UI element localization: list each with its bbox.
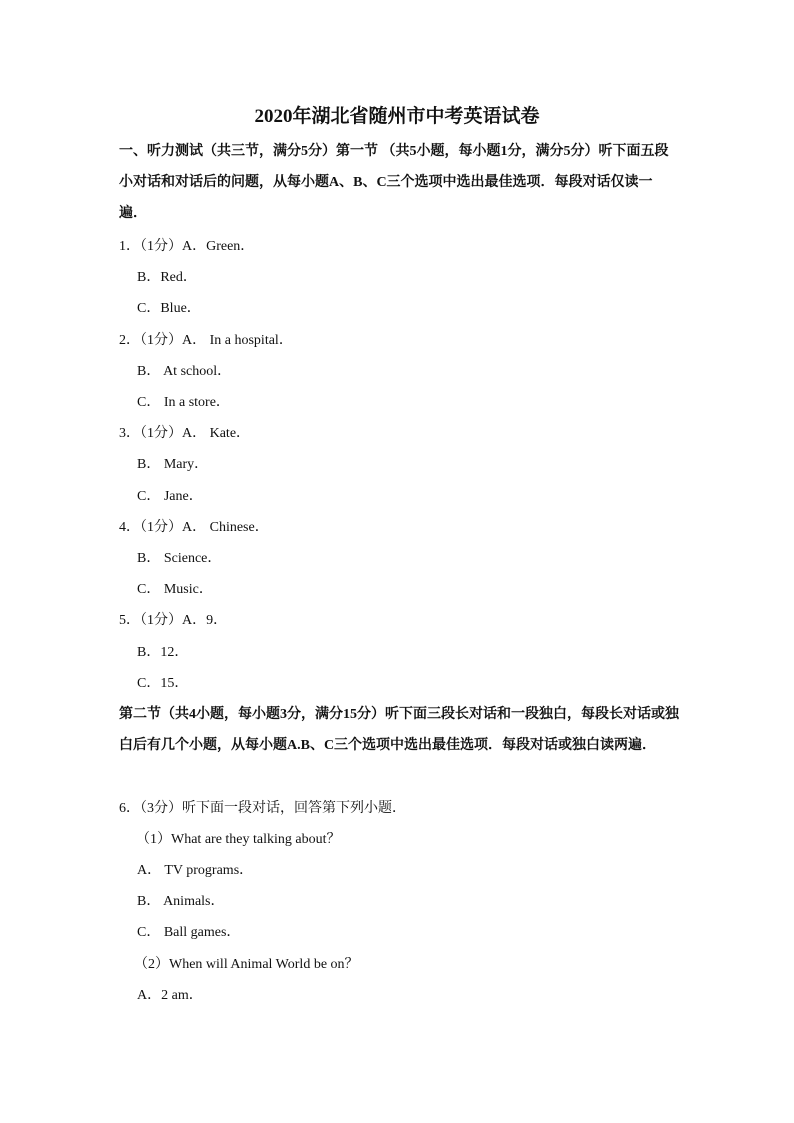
question-1-option-c: C．Blue． xyxy=(137,301,201,316)
question-5-option-a: 5．（1分）A．9． xyxy=(119,613,228,628)
section2-instructions: 第二节（共4小题，每小题3分，满分15分）听下面三段长对话和一段独白，每段长对话或独白后有几个小题，从每小题A.B、C三个选项中选出最佳选项．每段对话或独白读两遍． xyxy=(119,707,679,753)
question-6-stem: 6．（3分）听下面一段对话，回答第下列小题． xyxy=(119,801,406,816)
question-4-option-a: 4．（1分）A． Chinese． xyxy=(119,520,269,535)
subquestion-1-option-a: A． TV programs． xyxy=(137,863,254,878)
subquestion-1-option-b: B． Animals． xyxy=(137,894,225,909)
question-2-option-a: 2．（1分）A． In a hospital． xyxy=(119,333,293,348)
subquestion-1-stem: （1）What are they talking about？ xyxy=(136,832,341,847)
question-3-option-c: C． Jane． xyxy=(137,489,203,504)
page-title: 2020年湖北省随州市中考英语试卷 xyxy=(254,106,540,127)
question-5-option-c: C．15． xyxy=(137,676,189,691)
question-4-option-b: B． Science． xyxy=(137,551,222,566)
question-2-option-b: B． At school． xyxy=(137,364,232,379)
question-1-option-b: B．Red． xyxy=(137,270,197,285)
question-4-option-c: C． Music． xyxy=(137,582,213,597)
subquestion-1-option-c: C． Ball games． xyxy=(137,925,241,940)
subquestion-2-option-a: A．2 am． xyxy=(137,988,203,1003)
subquestion-2-stem: （2）When will Animal World be on？ xyxy=(134,957,359,972)
question-3-option-b: B． Mary． xyxy=(137,457,209,472)
question-5-option-b: B．12． xyxy=(137,645,189,660)
question-3-option-a: 3．（1分）A． Kate． xyxy=(119,426,251,441)
question-1-option-a: 1．（1分）A．Green． xyxy=(119,239,255,254)
question-2-option-c: C． In a store． xyxy=(137,395,230,410)
section1-instructions: 一、听力测试（共三节，满分5分）第一节 （共5小题，每小题1分，满分5分）听下面五段小对话和对话后的问题，从每小题A、B、C三个选项中选出最佳选项．每段对话仅读一遍． xyxy=(119,144,669,221)
